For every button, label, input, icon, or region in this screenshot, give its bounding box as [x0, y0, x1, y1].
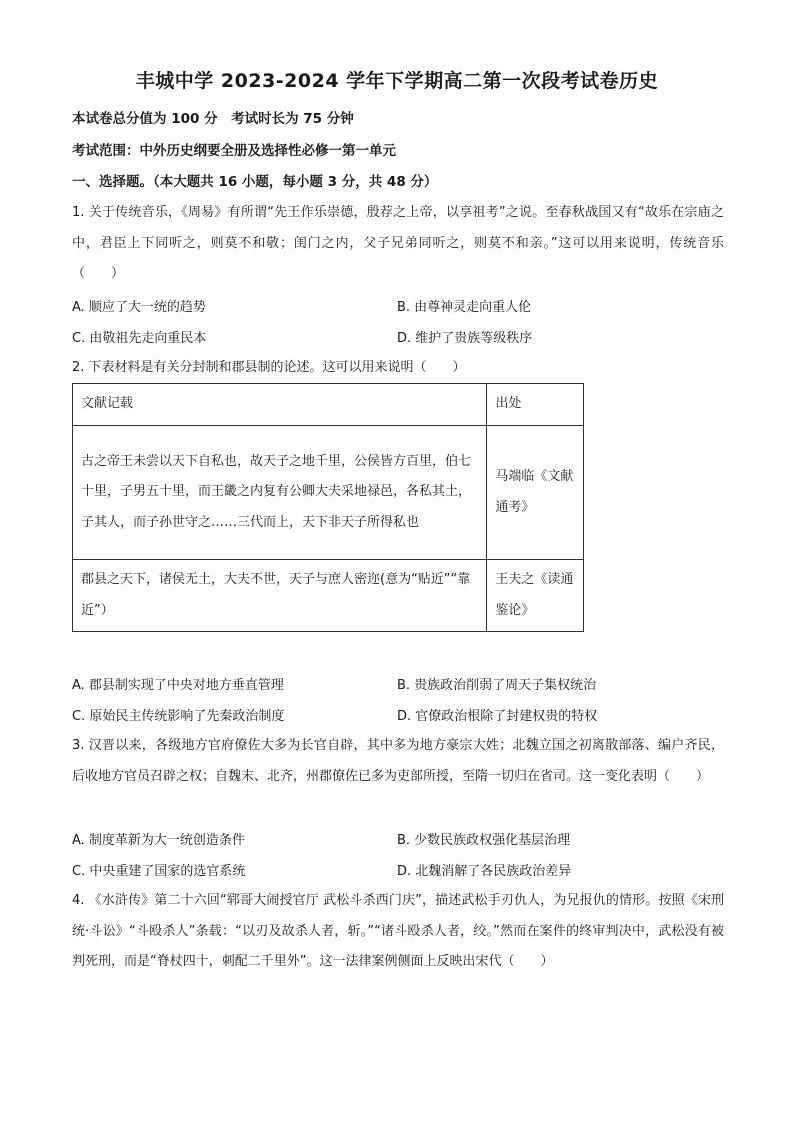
table-cell-text: 郡县之天下，诸侯无土，大夫不世，天子与庶人密迩(意为“贴近”“靠近”）	[73, 560, 487, 632]
table-header-cell: 文献记载	[73, 384, 487, 426]
question-2-stem: 2. 下表材料是有关分封制和郡县制的论述。这可以用来说明（ ）	[72, 360, 466, 375]
table-cell-source: 马端临《文献通考》	[487, 426, 584, 560]
table-header-cell: 出处	[487, 384, 584, 426]
table-header-row	[73, 384, 584, 426]
question-3-option-b[interactable]: B. 少数民族政权强化基层治理	[397, 833, 571, 848]
question-1-option-c[interactable]: C. 由敬祖先走向重民本	[72, 331, 207, 346]
question-1-option-b[interactable]: B. 由尊神灵走向重人伦	[397, 300, 532, 315]
score-info: 本试卷总分值为 100 分 考试时长为 75 分钟	[72, 111, 354, 127]
question-2-option-a[interactable]: A. 郡县制实现了中央对地方垂直管理	[72, 678, 284, 693]
question-3-option-d[interactable]: D. 北魏消解了各民族政治差异	[397, 864, 572, 879]
page-title: 丰城中学 2023-2024 学年下学期高二第一次段考试卷历史	[135, 70, 659, 92]
question-3-option-c[interactable]: C. 中央重建了国家的选官系统	[72, 864, 246, 879]
question-3-stem: 3. 汉晋以来，各级地方官府僚佐大多为长官自辟，其中多为地方豪宗大姓；北魏立国之初离散部落、编户齐民，后收地方官员召辟之权；自魏末、北齐，州郡僚佐已多为吏部所授，至隋一切归在省司。这一变化表明（ ）	[72, 738, 724, 784]
question-2-option-d[interactable]: D. 官僚政治根除了封建权贵的特权	[397, 709, 598, 724]
question-2-option-c[interactable]: C. 原始民主传统影响了先秦政治制度	[72, 709, 285, 724]
table-cell-source: 王夫之《读通鉴论》	[487, 560, 584, 632]
exam-scope: 考试范围：中外历史纲要全册及选择性必修一第一单元	[72, 143, 396, 159]
question-1-stem: 1. 关于传统音乐，《周易》有所谓“先王作乐崇德，殷荐之上帝，以享祖考”之说。至春秋战国又有“故乐在宗庙之中，君臣上下同听之，则莫不和敬；闺门之内，父子兄弟同听之，则莫不和亲。”这可以用来说明，传统音乐（ ）	[72, 205, 724, 281]
table-row	[73, 426, 584, 560]
question-3-option-a[interactable]: A. 制度革新为大一统创造条件	[72, 833, 245, 848]
table-row	[73, 560, 584, 632]
question-1-option-d[interactable]: D. 维护了贵族等级秩序	[397, 331, 533, 346]
section-heading: 一、选择题。（本大题共 16 小题，每小题 3 分，共 48 分）	[72, 174, 438, 190]
question-1-option-a[interactable]: A. 顺应了大一统的趋势	[72, 300, 206, 315]
question-4-stem: 4. 《水浒传》第二十六回“郓哥大闹授官厅 武松斗杀西门庆”，描述武松手刃仇人，为兄报仇的情形。按照《宋刑统·斗讼》“斗殴杀人”条载：“以刃及故杀人者，斩。”“诸斗殴杀人者，绞。”然而在案件的终审判决中，武松没有被判死刑，而是“脊杖四十，刺配二千里外”。这一法律案例侧面上反映出宋代（ ）	[72, 893, 724, 969]
question-2-option-b[interactable]: B. 贵族政治削弱了周天子集权统治	[397, 678, 597, 693]
source-table	[72, 383, 584, 632]
table-cell-text: 古之帝王未尝以天下自私也，故天子之地千里，公侯皆方百里，伯七十里，子男五十里，而王畿之内复有公卿大夫采地禄邑，各私其土，子其人，而子孙世守之……三代而上，天下非天子所得私也	[73, 426, 487, 560]
